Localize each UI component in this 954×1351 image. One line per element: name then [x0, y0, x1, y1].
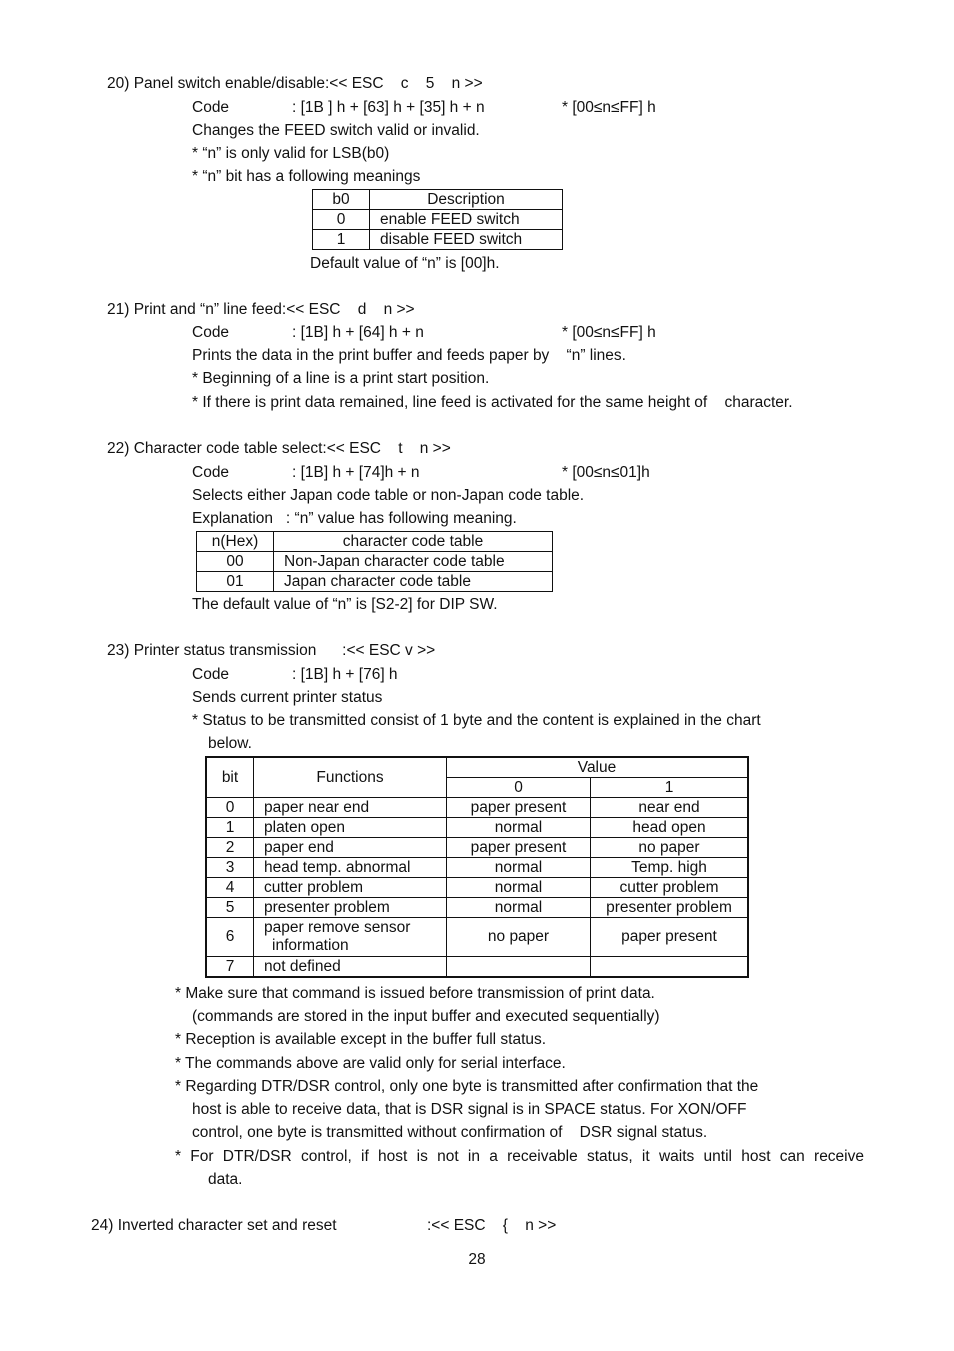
section-22-heading: 22) Character code table select:<< ESC t n >> [107, 440, 451, 457]
section-description: Selects either Japan code table or non-Japan code table. [192, 487, 585, 504]
table-row [206, 838, 748, 858]
table-cell: normal [447, 818, 591, 838]
section-23-heading: 23) Printer status transmission :<< ESC v >> [107, 642, 436, 659]
section-note: (commands are stored in the input buffer and executed sequentially) [192, 1008, 660, 1025]
cell-line: paper remove sensor [264, 919, 411, 936]
section-24-code: :<< ESC { n >> [427, 1217, 557, 1234]
page-number: 28 [468, 1251, 486, 1268]
table-cell: 3 [206, 858, 254, 878]
table-cell: disable FEED switch [370, 230, 563, 250]
section-note: * “n” bit has a following meanings [192, 168, 421, 185]
code-value: : [1B] h + [64] h + n [292, 324, 424, 341]
table-cell: Temp. high [591, 858, 749, 878]
table-cell: normal [447, 858, 591, 878]
table-cell: 0 [313, 210, 370, 230]
table-cell: no paper [447, 918, 591, 957]
section-note: * Make sure that command is issued before transmission of print data. [175, 985, 655, 1002]
section-20-heading: 20) Panel switch enable/disable:<< ESC c 5 n >> [107, 75, 483, 92]
table-cell: enable FEED switch [370, 210, 563, 230]
table-header-cell: character code table [274, 532, 553, 552]
table-cell: paper end [254, 838, 447, 858]
table-cell: paper present [591, 918, 749, 957]
table-cell: paper present [447, 838, 591, 858]
table-cell: Non-Japan character code table [274, 552, 553, 572]
section-21-heading: 21) Print and “n” line feed:<< ESC d n >> [107, 301, 415, 318]
table-cell: 7 [206, 957, 254, 978]
section-note: data. [208, 1171, 243, 1188]
table-header-cell: 1 [591, 778, 749, 798]
table-cell: near end [591, 798, 749, 818]
table-row [313, 230, 563, 250]
table-header-cell: Description [370, 190, 563, 210]
section-note: * For DTR/DSR control, if host is not in a receivable status, it waits until host can receive [175, 1148, 864, 1165]
table-cell: paper near end [254, 798, 447, 818]
table-cell: not defined [254, 957, 447, 978]
section-description: Sends current printer status [192, 689, 383, 706]
table-cell [254, 918, 447, 957]
table-header-cell: Value [447, 757, 749, 778]
table-cell: platen open [254, 818, 447, 838]
section-note: * Status to be transmitted consist of 1 byte and the content is explained in the chart [192, 712, 761, 729]
table-cell: 1 [313, 230, 370, 250]
table-header-cell: Functions [254, 757, 447, 798]
table-header-cell: b0 [313, 190, 370, 210]
section-note: * Regarding DTR/DSR control, only one byte is transmitted after confirmation that the [175, 1078, 759, 1095]
default-value-note: The default value of “n” is [S2-2] for DIP SW. [192, 596, 498, 613]
table-cell: no paper [591, 838, 749, 858]
table-cell: 0 [206, 798, 254, 818]
code-table-select-table [196, 531, 553, 592]
section-description: Changes the FEED switch valid or invalid. [192, 122, 480, 139]
table-row [197, 572, 553, 592]
table-header-cell: bit [206, 757, 254, 798]
table-cell: cutter problem [591, 878, 749, 898]
code-range: * [00≤n≤FF] h [562, 324, 656, 341]
table-cell: 01 [197, 572, 274, 592]
table-row [206, 858, 748, 878]
code-value: : [1B ] h + [63] h + [35] h + n [292, 99, 485, 116]
table-cell: presenter problem [591, 898, 749, 918]
table-cell [447, 957, 591, 978]
code-label: Code [192, 464, 230, 481]
code-label: Code [192, 324, 230, 341]
table-row [206, 918, 748, 957]
table-row [206, 898, 748, 918]
section-24-heading: 24) Inverted character set and reset [91, 1217, 337, 1234]
table-cell: paper present [447, 798, 591, 818]
table-cell [591, 957, 749, 978]
section-note: host is able to receive data, that is DSR signal is in SPACE status. For XON/OFF [192, 1101, 747, 1118]
table-header-cell: n(Hex) [197, 532, 274, 552]
table-cell: normal [447, 898, 591, 918]
table-cell: 5 [206, 898, 254, 918]
section-note: * “n” is only valid for LSB(b0) [192, 145, 390, 162]
table-header-row [197, 532, 553, 552]
section-description: Prints the data in the print buffer and feeds paper by “n” lines. [192, 347, 626, 364]
table-cell: cutter problem [254, 878, 447, 898]
table-header-cell: 0 [447, 778, 591, 798]
table-row [206, 818, 748, 838]
code-value: : [1B] h + [76] h [292, 666, 398, 683]
code-label: Code [192, 99, 230, 116]
table-cell: Japan character code table [274, 572, 553, 592]
code-value: : [1B] h + [74]h + n [292, 464, 420, 481]
table-cell: head open [591, 818, 749, 838]
table-header-row [206, 757, 748, 778]
table-row [206, 878, 748, 898]
table-row [313, 210, 563, 230]
table-cell: 2 [206, 838, 254, 858]
feed-switch-table [312, 189, 563, 250]
code-range: * [00≤n≤FF] h [562, 99, 656, 116]
table-cell: normal [447, 878, 591, 898]
section-note-continued: below. [208, 735, 252, 752]
section-note: * Beginning of a line is a print start position. [192, 370, 490, 387]
section-note: * If there is print data remained, line feed is activated for the same height of character. [192, 394, 793, 411]
table-cell: 00 [197, 552, 274, 572]
table-row [206, 957, 748, 978]
section-note: * The commands above are valid only for serial interface. [175, 1055, 566, 1072]
code-label: Code [192, 666, 230, 683]
table-row [197, 552, 553, 572]
table-row [206, 798, 748, 818]
code-range: * [00≤n≤01]h [562, 464, 650, 481]
table-header-row [313, 190, 563, 210]
table-cell: 1 [206, 818, 254, 838]
default-value-note: Default value of “n” is [00]h. [310, 255, 500, 272]
table-cell: 6 [206, 918, 254, 957]
printer-status-table [205, 756, 749, 978]
explanation-text: Explanation : “n” value has following meaning. [192, 510, 517, 527]
table-cell: 4 [206, 878, 254, 898]
table-cell: head temp. abnormal [254, 858, 447, 878]
cell-line: information [272, 937, 349, 954]
table-cell: presenter problem [254, 898, 447, 918]
section-note: * Reception is available except in the buffer full status. [175, 1031, 547, 1048]
section-note: control, one byte is transmitted without confirmation of DSR signal status. [192, 1124, 708, 1141]
